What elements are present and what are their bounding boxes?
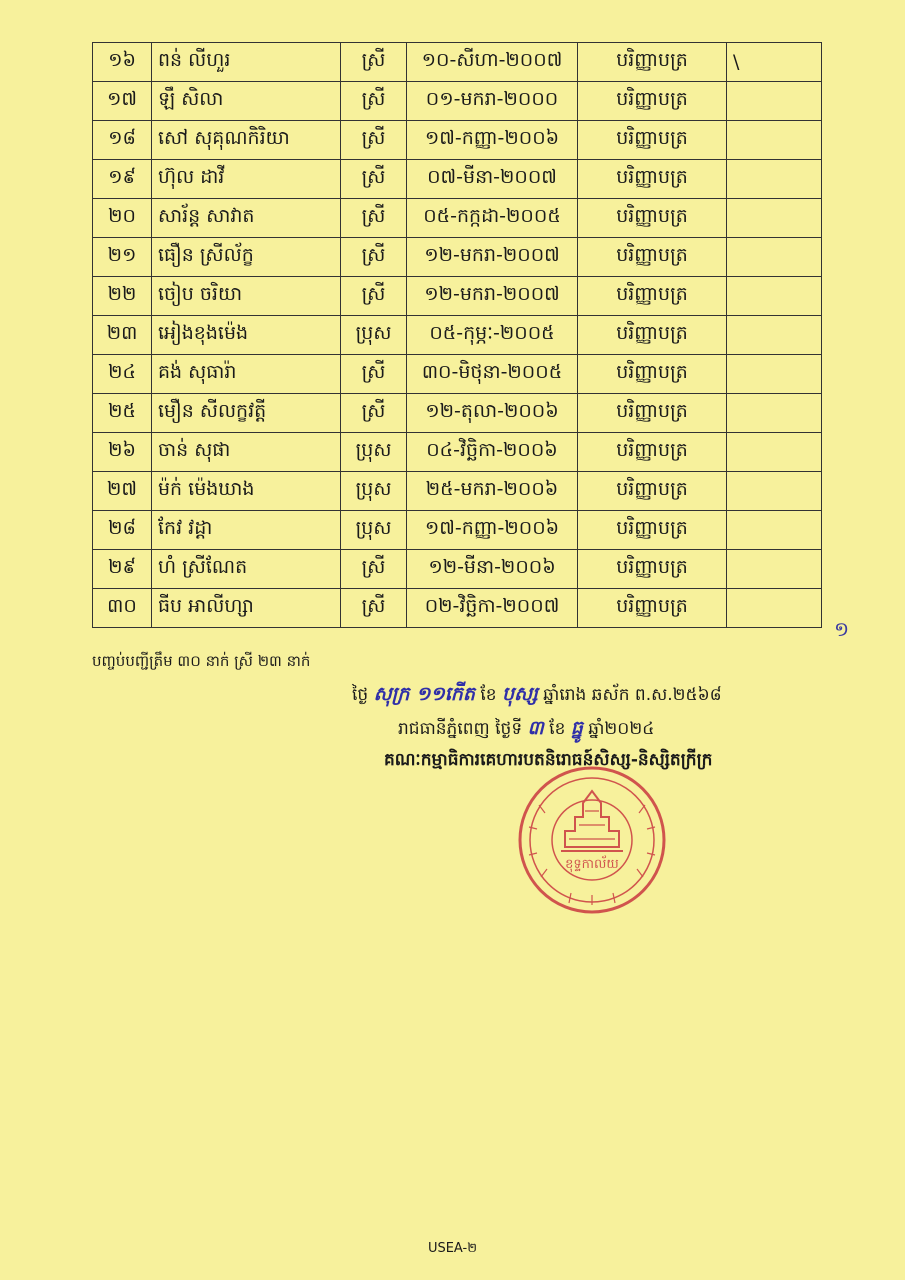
- row-number: ២៤: [93, 355, 152, 394]
- date-of-birth: ២៥-មករា-២០០៦: [407, 472, 578, 511]
- date-of-birth: ០២-វិច្ឆិកា-២០០៧: [407, 589, 578, 628]
- student-sex: ស្រី: [341, 160, 407, 199]
- date-of-birth: ០៥-កក្កដា-២០០៥: [407, 199, 578, 238]
- degree-level: បរិញ្ញាបត្រ: [578, 589, 727, 628]
- student-sex: ស្រី: [341, 277, 407, 316]
- row-note: [727, 394, 822, 433]
- student-name: ធឿន ស្រីល័ក្ខ: [152, 238, 341, 277]
- row-note: [727, 472, 822, 511]
- row-note: [727, 277, 822, 316]
- student-name: មឿន សីលក្ខវត្តី: [152, 394, 341, 433]
- student-sex: ស្រី: [341, 43, 407, 82]
- student-sex: ប្រុស: [341, 472, 407, 511]
- handwritten-day: សុក្រ ១១កើត: [373, 683, 475, 705]
- lunar-date-line: [352, 682, 722, 710]
- student-name: ហំ ស្រីណែត: [152, 550, 341, 589]
- row-number: ១៨: [93, 121, 152, 160]
- student-name: ពន់ លីហួរ: [152, 43, 341, 82]
- table-row: [93, 355, 822, 394]
- row-number: ២៦: [93, 433, 152, 472]
- row-number: ១៦: [93, 43, 152, 82]
- degree-level: បរិញ្ញាបត្រ: [578, 511, 727, 550]
- row-number: ១៧: [93, 82, 152, 121]
- student-name: ឡឹ សិលា: [152, 82, 341, 121]
- row-number: ២១: [93, 238, 152, 277]
- degree-level: បរិញ្ញាបត្រ: [578, 82, 727, 121]
- degree-level: បរិញ្ញាបត្រ: [578, 394, 727, 433]
- degree-level: បរិញ្ញាបត្រ: [578, 199, 727, 238]
- student-sex: ស្រី: [341, 355, 407, 394]
- degree-level: បរិញ្ញាបត្រ: [578, 472, 727, 511]
- student-sex: ស្រី: [341, 394, 407, 433]
- date-suffix: ឆ្នាំរោង ឆស័ក ព.ស.២៥៦៨: [543, 685, 722, 705]
- row-note: [727, 82, 822, 121]
- date-of-birth: ០៤-វិច្ឆិកា-២០០៦: [407, 433, 578, 472]
- row-note: [727, 160, 822, 199]
- row-note: [727, 316, 822, 355]
- table-row: [93, 199, 822, 238]
- student-name: ធីប អាលីហ្សា: [152, 589, 341, 628]
- seal-label: ខុទ្ទកាល័យ: [565, 857, 619, 872]
- student-sex: ស្រី: [341, 238, 407, 277]
- place-suffix: ឆ្នាំ២០២៤: [588, 719, 655, 739]
- row-number: ២៧: [93, 472, 152, 511]
- degree-level: បរិញ្ញាបត្រ: [578, 433, 727, 472]
- student-sex: ប្រុស: [341, 511, 407, 550]
- row-note: [727, 589, 822, 628]
- row-note: [727, 355, 822, 394]
- row-number: ១៩: [93, 160, 152, 199]
- page-mark: ១: [834, 617, 850, 641]
- student-name: ចាន់ សុផា: [152, 433, 341, 472]
- place-date-line: [398, 716, 654, 744]
- table-row: [93, 277, 822, 316]
- place-month-label: ខែ: [549, 719, 566, 739]
- official-seal-icon: [499, 765, 685, 915]
- date-of-birth: ១២-មករា-២០០៧: [407, 238, 578, 277]
- date-month-label: ខែ: [480, 685, 497, 705]
- date-of-birth: ១៧-កញ្ញា-២០០៦: [407, 121, 578, 160]
- date-of-birth: ៣០-មិថុនា-២០០៥: [407, 355, 578, 394]
- row-note: [727, 433, 822, 472]
- degree-level: បរិញ្ញាបត្រ: [578, 238, 727, 277]
- table-row: [93, 316, 822, 355]
- row-number: ២៣: [93, 316, 152, 355]
- list-summary: បញ្ចប់បញ្ជីត្រឹម ៣០ នាក់ ស្រី ២៣ នាក់: [92, 652, 311, 670]
- degree-level: បរិញ្ញាបត្រ: [578, 277, 727, 316]
- student-name: ហ៊ុល ដាវី: [152, 160, 341, 199]
- organization-name: គណៈកម្មាធិការគេហារបតនិរោធន៍សិស្ស-និស្សិតក្រីក្រ: [384, 750, 713, 770]
- student-sex: ប្រុស: [341, 316, 407, 355]
- degree-level: បរិញ្ញាបត្រ: [578, 316, 727, 355]
- student-sex: ស្រី: [341, 589, 407, 628]
- degree-level: បរិញ្ញាបត្រ: [578, 550, 727, 589]
- handwritten-place-month: ធ្នូ: [570, 717, 583, 739]
- student-name: សៅ សុគុណកិរិយា: [152, 121, 341, 160]
- row-number: ២៥: [93, 394, 152, 433]
- page-footer: USEA-២: [427, 1241, 478, 1256]
- date-of-birth: ០៥-កុម្ភៈ-២០០៥: [407, 316, 578, 355]
- date-of-birth: ១២-មករា-២០០៧: [407, 277, 578, 316]
- row-number: ៣០: [93, 589, 152, 628]
- student-sex: ស្រី: [341, 82, 407, 121]
- row-note: [727, 238, 822, 277]
- degree-level: បរិញ្ញាបត្រ: [578, 121, 727, 160]
- row-number: ២០: [93, 199, 152, 238]
- table-row: [93, 160, 822, 199]
- table-row: [93, 121, 822, 160]
- row-note: [727, 550, 822, 589]
- student-sex: ស្រី: [341, 199, 407, 238]
- date-of-birth: ១០-សីហា-២០០៧: [407, 43, 578, 82]
- table-row: [93, 472, 822, 511]
- table-row: [93, 394, 822, 433]
- student-sex: ស្រី: [341, 550, 407, 589]
- date-of-birth: ០៧-មីនា-២០០៧: [407, 160, 578, 199]
- student-sex: ស្រី: [341, 121, 407, 160]
- student-roster-table: [92, 42, 822, 628]
- handwritten-month: បុស្ស: [501, 683, 538, 705]
- student-name: គង់ សុធារ៉ា: [152, 355, 341, 394]
- table-row: [93, 550, 822, 589]
- row-number: ២៩: [93, 550, 152, 589]
- date-of-birth: ១២-មីនា-២០០៦: [407, 550, 578, 589]
- student-name: ម៉ក់ ម៉េងឃាង: [152, 472, 341, 511]
- degree-level: បរិញ្ញាបត្រ: [578, 355, 727, 394]
- table-row: [93, 433, 822, 472]
- date-of-birth: ១២-តុលា-២០០៦: [407, 394, 578, 433]
- row-note: [727, 121, 822, 160]
- degree-level: បរិញ្ញាបត្រ: [578, 43, 727, 82]
- table-row: [93, 238, 822, 277]
- handwritten-place-day: ៣: [527, 717, 544, 739]
- degree-level: បរិញ្ញាបត្រ: [578, 160, 727, 199]
- date-of-birth: ០១-មករា-២០០០: [407, 82, 578, 121]
- student-name: កែវ វដ្ដា: [152, 511, 341, 550]
- date-prefix: ថ្ងៃ: [352, 685, 369, 705]
- row-number: ២២: [93, 277, 152, 316]
- student-name: អៀងខុងម៉េង: [152, 316, 341, 355]
- student-name: ចៀប ចរិយា: [152, 277, 341, 316]
- table-row: [93, 589, 822, 628]
- row-note: \: [727, 43, 822, 82]
- row-note: [727, 199, 822, 238]
- row-note: [727, 511, 822, 550]
- place-prefix: រាជធានីភ្នំពេញ ថ្ងៃទី: [398, 719, 523, 739]
- student-sex: ប្រុស: [341, 433, 407, 472]
- row-number: ២៨: [93, 511, 152, 550]
- date-of-birth: ១៧-កញ្ញា-២០០៦: [407, 511, 578, 550]
- table-row: [93, 511, 822, 550]
- roster-body: [93, 43, 822, 628]
- table-row: [93, 43, 822, 82]
- table-row: [93, 82, 822, 121]
- student-name: សារ័ន្ត សាវាត: [152, 199, 341, 238]
